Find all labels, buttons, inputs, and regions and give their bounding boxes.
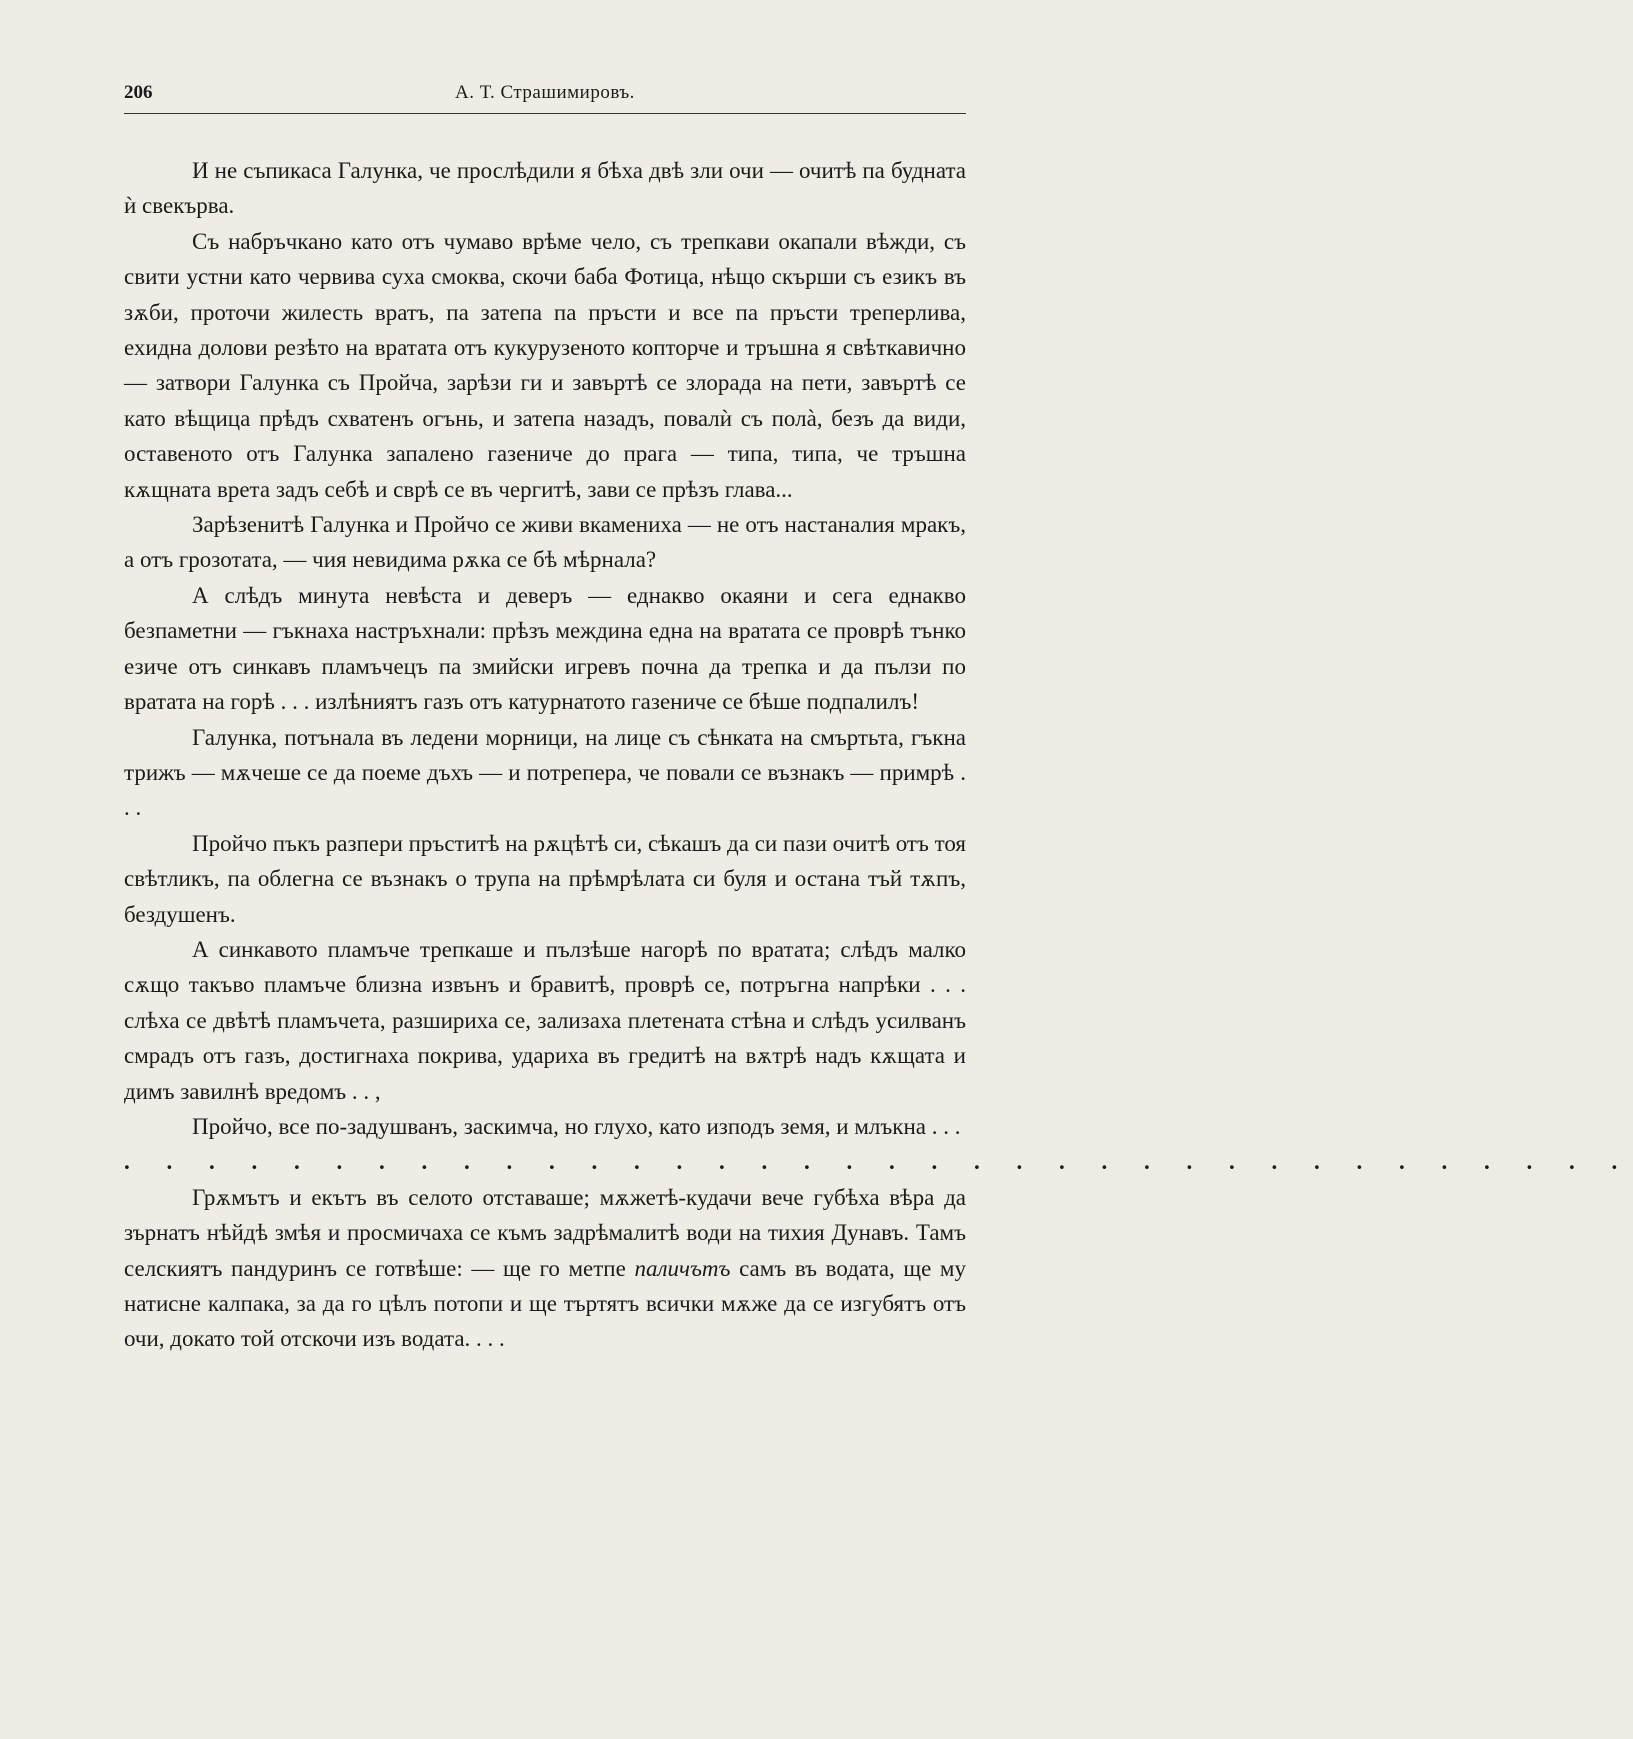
running-head: А. Т. Страшимировъ. [455,82,635,103]
page-number: 206 [124,82,153,103]
paragraph: Зарѣзенитѣ Галунка и Пройчо се живи вкамениха — не отъ настаналия мракъ, а отъ грозотата, — чия невидима рѫка се бѣ мѣрнала? [124,512,966,573]
header-rule [124,113,966,114]
paragraph: А слѣдъ минута невѣста и деверъ — еднакво окаяни и сега еднакво безпаметни — гъкнаха настръхнали: прѣзъ междина една на вратата се проврѣ тънко езиче отъ синкавъ пламъчецъ па змийски игревъ почна да трепка и да пълзи по вратата на горѣ . . . излѣниятъ газъ отъ катурнатото газениче се бѣше подпалилъ! [124,582,966,715]
paragraph: Галунка, потънала въ ледени морници, на лице съ сѣнката на смъртьта, гъкна трижъ — мѫчеше се да поеме дъхъ — и потрепера, че повали се възнакъ — примрѣ . . . [124,724,966,821]
emphasized-word: паличътъ [634,1255,731,1281]
section-break: . . . . . . . . . . . . . . . . . . . . . . . . . . . . . . . . . . . . [124,1149,1633,1175]
paragraph: Съ набръчкано като отъ чумаво врѣме чело, съ трепкави окапали вѣжди, съ свити устни като червива суха смоква, скочи баба Фотица, нѣщо скърши съ езикъ въ зѫби, проточи жилесть вратъ, па затепа па пръсти и все па пръсти треперлива, ехидна долови резѣто на вратата отъ кукурузеното копторче и тръшна я свѣткавично — затвори Галунка съ Пройча, зарѣзи ги и завъртѣ се злорада на пети, завъртѣ се като вѣщица прѣдъ схватенъ огънь, и затепа назадъ, повалѝ съ полà, безъ да види, оставеното отъ Галунка запалено газениче до прага — типа, типа, че тръшна кѫщната врета задъ себѣ и сврѣ се въ чергитѣ, зави се прѣзъ глава... [124,228,966,502]
page-header [124,82,966,112]
paragraph-text: Грѫмътъ и екътъ въ селото отставаше; мѫжетѣ-кудачи вече губѣха вѣра да зърнатъ нѣйдѣ змѣя и просмичаха се къмъ задрѣмалитѣ води на тихия Дунавъ. Тамъ селскиятъ пандуринъ се готвѣше: — ще го метпе [124,1184,966,1281]
body-text [124,153,1633,1357]
paragraph: А синкавото пламъче трепкаше и пълзѣше нагорѣ по вратата; слѣдъ малко сѫщо такъво пламъче близна извънъ и бравитѣ, проврѣ се, потръгна напрѣки . . . слѣха се двѣтѣ пламъчета, разшириха се, зализаха плетената стѣна и слѣдъ усилванъ смрадъ отъ газъ, достигнаха покрива, удариха въ гредитѣ на вѫтрѣ надъ кѫщата и димъ завилнѣ вредомъ . . , [124,936,966,1104]
paragraph: Пройчо, все по-задушванъ, заскимча, но глухо, като изподъ земя, и млъкна . . . [192,1113,961,1139]
paragraph: И не съпикаса Галунка, че прослѣдили я бѣха двѣ зли очи — очитѣ па будната ѝ свекърва. [124,158,966,219]
paragraph [124,1180,966,1357]
paragraph-text: самъ въ водата, ще му натисне калпака, за да го цѣлъ потопи и ще търтятъ всички мѫже да се изгубятъ отъ очи, докато той отскочи изъ водата. . . . [124,1255,966,1352]
paragraph: Пройчо пъкъ разпери пръститѣ на рѫцѣтѣ си, сѣкашъ да си пази очитѣ отъ тоя свѣтликъ, па облегна се възнакъ о трупа на прѣмрѣлата си буля и остана тъй тѫпъ, бездушенъ. [124,830,966,927]
